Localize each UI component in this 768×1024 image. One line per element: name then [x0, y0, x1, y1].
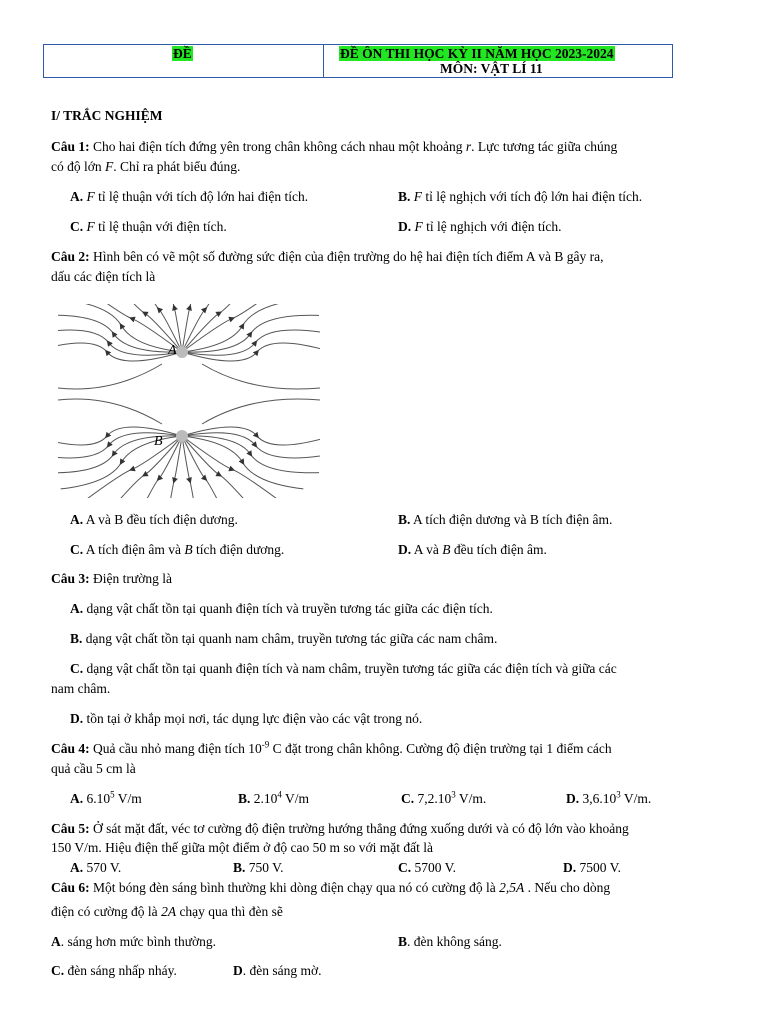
- field-line-b: [182, 436, 303, 489]
- q5-option-c[interactable]: C. 5700 V.: [398, 860, 457, 875]
- q6-option-d[interactable]: D. đèn sáng mờ.: [233, 963, 322, 978]
- header-subject: MÔN: VẬT LÍ 11: [440, 61, 543, 76]
- q3-stem: Câu 3: Điện trường là: [51, 571, 172, 586]
- header-title: ĐỀ ÔN THI HỌC KỲ II NĂM HỌC 2023-2024: [340, 46, 614, 61]
- field-line-mid: [58, 399, 162, 424]
- charge-a-dot: [176, 346, 188, 358]
- electric-field-lines-figure: [58, 304, 320, 498]
- field-line-b: [182, 436, 319, 473]
- field-line-mid: [58, 364, 162, 389]
- q6-option-b[interactable]: B. đèn không sáng.: [398, 934, 502, 949]
- q3-option-b[interactable]: B. dạng vật chất tồn tại quanh nam châm, truyền tương tác giữa các nam châm.: [70, 631, 498, 646]
- field-line-a: [182, 304, 303, 352]
- q1-option-a[interactable]: A. F tỉ lệ thuận với tích độ lớn hai điện tích.: [70, 189, 309, 204]
- q4-option-b[interactable]: B. 2.10$^4$ V/m: [238, 789, 310, 806]
- field-lines-svg: [58, 304, 320, 498]
- q6-stem-line2: điện có cường độ là 2A chạy qua thì đèn sẽ: [51, 904, 283, 919]
- header-left: ĐỀ: [173, 46, 192, 61]
- q1-stem-line2: có độ lớn F. Chỉ ra phát biểu đúng.: [51, 159, 241, 174]
- field-line-a: [182, 304, 198, 352]
- q2-option-c[interactable]: C. A tích điện âm và B tích điện dương.: [70, 542, 285, 557]
- q4-option-a[interactable]: A. 6.10$^5$ V/m: [70, 789, 142, 806]
- charge-b-dot: [176, 430, 188, 442]
- q3-option-c-line2: nam châm.: [51, 681, 111, 696]
- field-line-mid: [202, 399, 320, 424]
- q2-option-b[interactable]: B. A tích điện dương và B tích điện âm.: [398, 512, 613, 527]
- q2-stem-line2: dấu các điện tích là: [51, 269, 156, 284]
- q2-option-a[interactable]: A. A và B đều tích điện dương.: [70, 512, 238, 527]
- q1-option-b[interactable]: B. F tỉ lệ nghịch với tích độ lớn hai điện tích.: [398, 189, 643, 204]
- field-line-a: [61, 304, 182, 352]
- q1-stem-line1: Câu 1: Cho hai điện tích đứng yên trong chân không cách nhau một khoảng r. Lực tương tác giữa chúng: [51, 139, 618, 154]
- charge-a-label: A: [168, 343, 177, 358]
- q5-stem-line2: 150 V/m. Hiệu điện thế giữa một điểm ở độ cao 50 m so với mặt đất là: [51, 840, 434, 855]
- header-divider: [323, 45, 324, 77]
- field-line-b: [61, 436, 182, 489]
- q2-stem-line1: Câu 2: Hình bên có vẽ một số đường sức điện của điện trường do hệ hai điện tích điểm A và B gây ra,: [51, 249, 604, 264]
- q1-option-c[interactable]: C. F tỉ lệ thuận với điện tích.: [70, 219, 227, 234]
- field-line-mid: [202, 364, 320, 389]
- section-title: I/ TRẮC NGHIỆM: [51, 108, 163, 123]
- field-line-a: [58, 315, 182, 352]
- q3-option-c-line1[interactable]: C. dạng vật chất tồn tại quanh điện tích và nam châm, truyền tương tác giữa các điện tích và giữa các: [70, 661, 617, 676]
- q3-option-a[interactable]: A. dạng vật chất tồn tại quanh điện tích và truyền tương tác giữa các điện tích.: [70, 601, 493, 616]
- charge-b-label: B: [154, 434, 163, 449]
- q3-option-d[interactable]: D. tồn tại ở khắp mọi nơi, tác dụng lực điện vào các vật trong nó.: [70, 711, 423, 726]
- field-line-b: [58, 436, 182, 473]
- q5-option-a[interactable]: A. 570 V.: [70, 860, 122, 875]
- q2-option-d[interactable]: D. A và B đều tích điện âm.: [398, 542, 547, 557]
- q1-option-d[interactable]: D. F tỉ lệ nghịch với điện tích.: [398, 219, 562, 234]
- q4-stem-line1: Câu 4: Quả cầu nhỏ mang điện tích $10^{-9}$ C đặt trong chân không. Cường độ điện trường tại 1 điểm cách: [51, 739, 612, 756]
- q4-option-d[interactable]: D. 3,6.10$^3$ V/m.: [566, 789, 652, 806]
- field-line-a: [182, 315, 319, 352]
- q5-option-b[interactable]: B. 750 V.: [233, 860, 284, 875]
- q5-stem-line1: Câu 5: Ở sát mặt đất, véc tơ cường độ điện trường hướng thẳng đứng xuống dưới và có độ lớn vào khoảng: [51, 821, 629, 836]
- q6-option-c[interactable]: C. đèn sáng nhấp nháy.: [51, 963, 177, 978]
- exam-header: [43, 44, 673, 78]
- q6-option-a[interactable]: A. sáng hơn mức bình thường.: [51, 934, 217, 949]
- q4-stem-line2: quả cầu 5 cm là: [51, 761, 136, 776]
- q5-option-d[interactable]: D. 7500 V.: [563, 860, 622, 875]
- q4-option-c[interactable]: C. 7,2.10$^3$ V/m.: [401, 789, 487, 806]
- q6-stem-line1: Câu 6: Một bóng đèn sáng bình thường khi dòng điện chạy qua nó có cường độ là 2,5A . Nếu cho dòng: [51, 880, 611, 895]
